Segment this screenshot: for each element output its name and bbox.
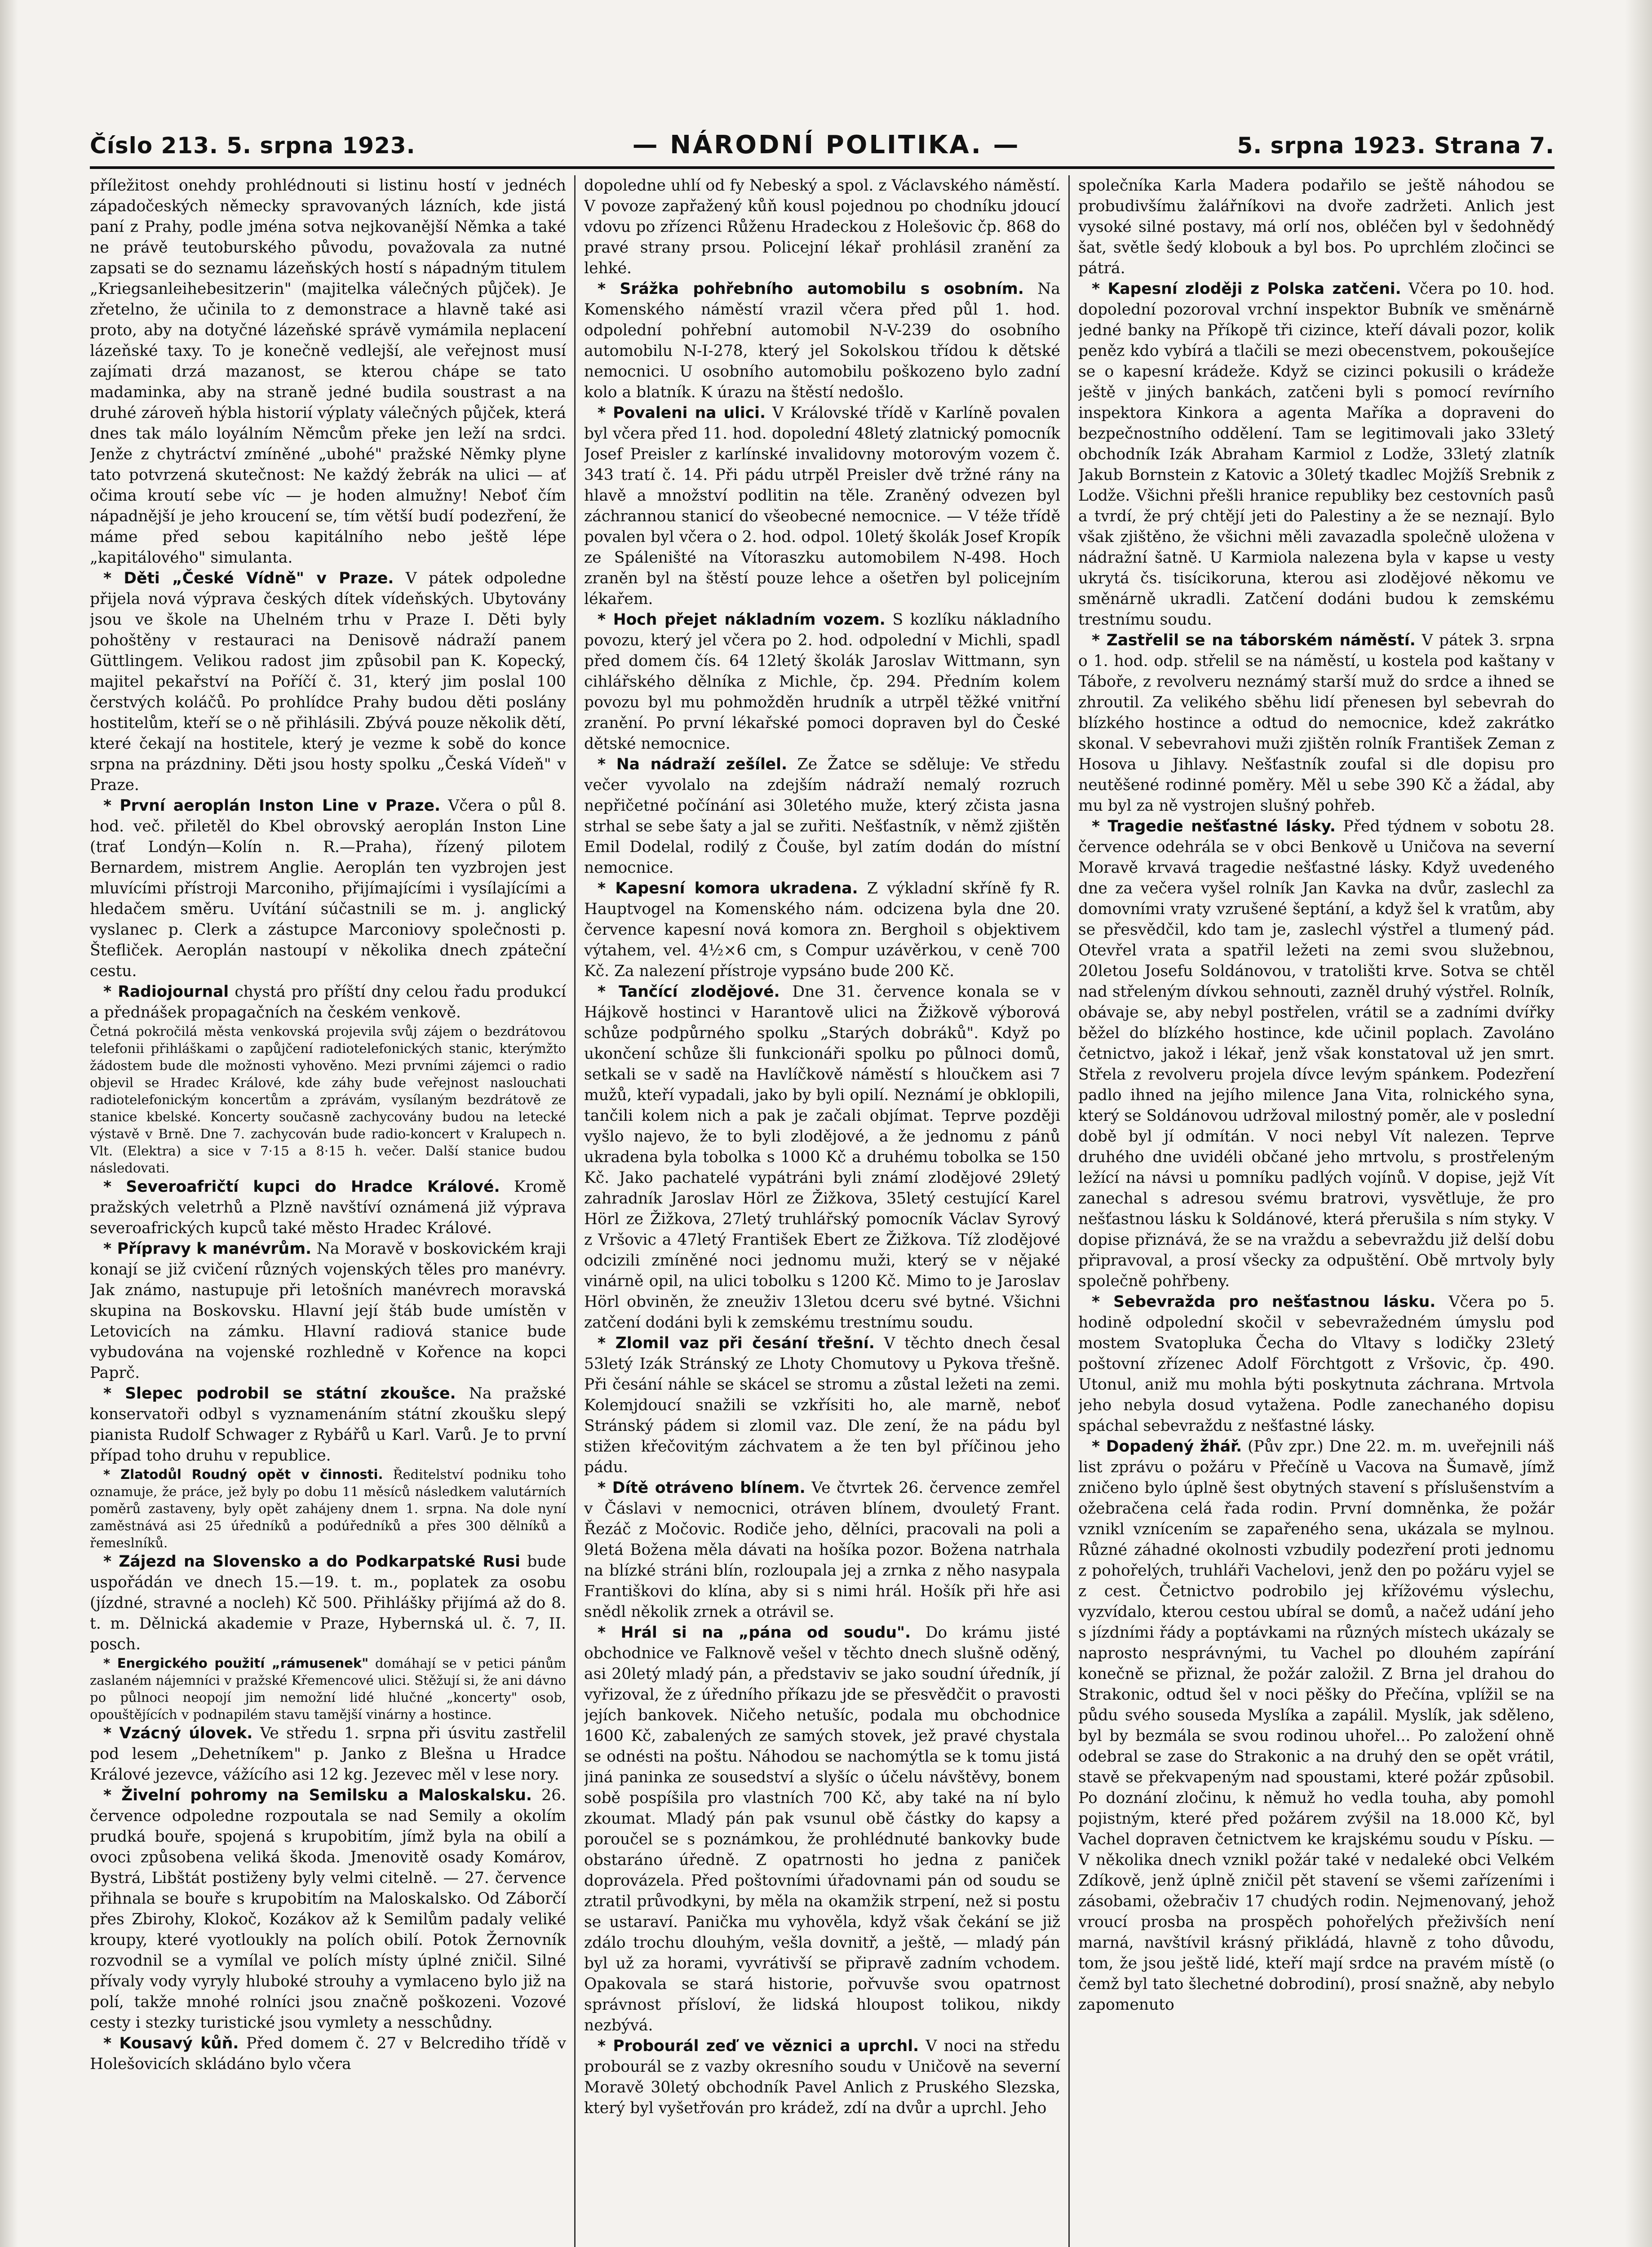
news-item xyxy=(584,403,1060,609)
news-body-text: 26. července odpoledne rozpoutala se nad Semily a okolím prudká bouře, spojená s krupobitím, jímž byla na obilí a ovoci způsobena veliká škoda. Jmenovitě osady Komárov, Bystrá, Libštát postiženy byly velmi citelně. — 27. července přihnala se bouře s krupobitím na Maloskalsko. Od Záborčí přes Zbirohy, Klokoč, Kozákov až k Semilům padaly veliké kroupy, které vyotloukly na polích obilí. Potok Žernovník rozvodnil se a vymílal ve polích místy úplné zničil. Silné přívaly vody vyryly hluboké strouhy a vymlaceno bylo již na polí, takže mnohé rolníci jsou značně poškozeni. Vozové cesty i stezky turistické jsou vymlety a nesschůdny. xyxy=(90,1786,566,2032)
news-item xyxy=(584,981,1060,1333)
news-headline: * Dopadený žhář. xyxy=(1092,1438,1242,1456)
column-1 xyxy=(90,175,566,2247)
news-headline: * Probourál zeď ve věznici a uprchl. xyxy=(598,2037,919,2055)
news-headline: * Dítě otráveno blínem. xyxy=(598,1479,806,1497)
news-item xyxy=(90,2033,566,2074)
news-headline: * Děti „České Vídně" v Praze. xyxy=(103,569,394,587)
news-body-text: Do krámu jisté obchodnice ve Falknově vešel v těchto dnech slušně oděný, asi 20letý mladý pán, a představiv se jako soudní úředník, jí vyřizoval, že z úředního příkazu jde se přesvědčit o pravosti jejích bankovek. Ničeho netušíc, podala mu obchodnice 1600 Kč, zabalených ze samých stovek, jež pravé chystala se odnésti na poštu. Náhodou se nachomýtla se k tomu jistá jiná paninka ze sousedství a slyšíc o účelu návštěvy, bonem sobě pospíšila pro vlastních 700 Kč, aby také na ní bylo zkoumat. Mladý pán pak vsunul obě částky do kapsy a poroučel se s poznámkou, že prohlédnuté bankovky bude obstaráno úředně. Z opatrnosti ho jedna z paniček doprovázela. Před poštovními úřadovnami pán od soudu se ztratil průvodkyni, by měla na okamžik strpení, než si postu se ustaraví. Panička mu vyhověla, když však čekání se již zdálo trochu dlouhým, vešla dovnitř, a ještě, — mladý pán byl už za horami, vyvrátivší se připravě zadním vchodem. Opakovala se stará historie, pořvuvše svou opatrnost správnost přísloví, že lidská hloupost tolikou, nikdy nezbývá. xyxy=(584,1624,1060,2034)
news-body-text: Na pražské konservatoři odbyl s vyznamenáním státní zkoušku slepý pianista Rudolf Schwager z Rybářů u Karl. Varů. Je to první případ toho druhu v republice. xyxy=(90,1385,566,1465)
news-headline: * Kapesní komora ukradena. xyxy=(598,879,858,897)
scan-edge-right xyxy=(1625,0,1652,2247)
header-rule xyxy=(90,166,1555,169)
news-body-text: Ve středu 1. srpna při úsvitu zastřelil pod lesem „Dehetníkem" p. Janko z Blešna u Hradce Králové jezevce, vážícího asi 12 kg. Jezevec měl v lese nory. xyxy=(90,1724,566,1784)
news-body-text: S kozlíku nákladního povozu, který jel včera po 2. hod. odpolední v Michli, spadl před domem čís. 64 12letý školák Jaroslav Wittmann, syn cihlářského dělníka z Michle, čp. 294. Předním kolem povozu byl mu pohmožděn hrudník a utrpěl těžké vnitřní zranění. Po první lékařské pomoci dopraven byl do České dětské nemocnice. xyxy=(584,611,1060,753)
news-body-text: (Pův zpr.) Dne 22. m. m. uveřejnili náš list zprávu o požáru v Přečíně u Vacova na Šumavě, jímž zničeno bylo úplně šest obytných stavení s příslušenstvím a ožebračena celá řada rodin. První domněnka, že požár vznikl vznícením se zapařeného sena, ukázala se mylnou. Různé záhadné okolnosti vzbudily podezření proti jednomu z pohořelých, truhláři Vachelovi, jenž den po požáru vyjel se z cest. Četnictvo podrobilo jej křížovému výslechu, vyzvídalo, kterou cestou ubíral se domů, a načež udání jeho s jízdními řády a poptávkami na různých místech ukázaly se naprosto nesprávnými, tu Vachel po dlouhém zapírání konečně se přiznal, že požár založil. Z Brna jel drahou do Strakonic, odtud šel v noci pěšky do Přečína, vplížil se na půdu svého souseda Myslíka a zapálil. Myslík, jak sděleno, byl by bezmála se svou rodinou uhořel... Po založení ohně odebral se zase do Strakonic a na druhý den se opět vrátil, stavě se překvapeným nad spoustami, které požár způsobil. Po doznání zločinu, k němuž ho vedla touha, aby pomohl pojistným, které před požárem zvýšil na 18.000 Kč, byl Vachel dopraven četnictvem ke krajskému soudu v Písku. — V několika dnech vznikl požár také v nedaleké obci Velkém Zdíkově, jenž úplně zničil pět stavení se všemi zařízeními i zásobami, ožebračiv 17 chudých rodin. Nejmenovaný, jehož vroucí prosba na prospěch pohořelých přeživších není marná, navštívil krásný přikládá, hlavně z toho důvodu, tom, že jsou ještě lidé, kteří mají srdce na pravém místě (o čemž byl tato šlechetné dobrodiní), prosí snažně, aby nebylo zapomenuto xyxy=(1078,1438,1555,2014)
column-3 xyxy=(1078,175,1555,2247)
news-body-text: V těchto dnech česal 53letý Izák Stránský ze Lhoty Chomutovy u Pykova třešně. Při česání náhle se skácel se stromu a zůstal ležeti na zemi. Kolemjdoucí snažili se vzkřísiti ho, ale marně, neboť Stránský pádem si zlomil vaz. Dle zení, že na pádu byl stižen křečovitým záchvatem a že ten byl příčinou jeho pádu. xyxy=(584,1334,1060,1476)
news-item xyxy=(90,568,566,795)
news-item xyxy=(584,609,1060,754)
news-body-text: chystá pro příští dny celou řadu produkcí a přednášek propagačních na českém venkově. xyxy=(90,983,566,1021)
news-headline: * Vzácný úlovek. xyxy=(103,1724,253,1742)
news-item xyxy=(90,1383,566,1466)
news-body-text: Včera po 5. hodině odpolední skočil v sebevražedném úmyslu pod mostem Svatopluka Čecha do Vltavy s lodičky 23letý poštovní zřízenec Adolf Förchtgott z Vršovic, čp. 490. Utonul, aniž mu mohla býti poskytnuta záchrana. Mrtvola jeho nebyla dosud vytažena. Podle zanechaného dopisu spáchal sebevraždu z nešťastné lásky. xyxy=(1078,1293,1555,1435)
news-body-text: Před domem č. 27 v Belcrediho třídě v Holešovicích skládáno bylo včera xyxy=(90,2034,566,2073)
news-item xyxy=(584,754,1060,878)
news-headline: * Kapesní zloději z Polska zatčeni. xyxy=(1092,280,1401,298)
news-headline: * Sebevražda pro nešťastnou lásku. xyxy=(1092,1293,1436,1311)
news-item xyxy=(90,1785,566,2033)
news-headline: * Hrál si na „pána od soudu". xyxy=(598,1624,911,1642)
news-item xyxy=(90,1655,566,1723)
news-headline: * Zájezd na Slovensko a do Podkarpatské Rusi xyxy=(103,1553,520,1571)
newspaper-title: — NÁRODNÍ POLITIKA. — xyxy=(632,130,1020,160)
news-headline: * Srážka pohřebního automobilu s osobním. xyxy=(598,280,1024,298)
news-item xyxy=(584,878,1060,981)
column-2 xyxy=(584,175,1060,2247)
scan-edge-left xyxy=(0,0,18,2247)
news-item xyxy=(584,2036,1060,2118)
news-body-text: V pátek odpoledne přijela nová výprava českých dítek vídeňských. Ubytovány jsou ve škole na Uhelném trhu v Praze I. Děti byly pohoštěny v restauraci na Denisově nádraží panem Güttlingem. Velikou radost jim způsobil pan K. Kopecký, majitel pekařství na Poříčí č. 31, který jim poslal 100 čerstvých koláčů. Po prohlídce Prahy budou děti poslány hostitelům, kteří se o ně přihlásili. Zbývá pouze několik dětí, které čekají na hostitele, který je vezme k sobě do konce srpna na prázdniny. Děti jsou hosty spolku „Česká Vídeň" v Praze. xyxy=(90,569,566,794)
news-headline: * Na nádraží zešílel. xyxy=(598,755,788,773)
news-item xyxy=(584,1478,1060,1622)
news-body-text: Včera o půl 8. hod. več. přiletěl do Kbel obrovský aeroplán Inston Line (trať Londýn—Kolín n. R.—Praha), řízený pilotem Bernardem, mistrem Anglie. Aeroplán ten vyzbrojen jest mluvícími přístroji Marconiho, přijímajícími i vysílajícími a hledačem směru. Uvítání súčastnili se m. j. anglický vyslanec p. Clerk a zástupce Marconiovy společnosti p. Štefliček. Aeroplán nastoupí v několika dnech zpáteční cestu. xyxy=(90,797,566,980)
news-body-text: V Královské třídě v Karlíně povalen byl včera před 11. hod. dopolední 48letý zlatnický pomocník Josef Preisler z karlínské invalidovny motorovým vozem č. 343 tratí č. 14. Při pádu utrpěl Preisler dvě tržné rány na hlavě a množství podlitin na těle. Zraněný odvezen byl záchrannou stanicí do všeobecné nemocnice. — V téže třídě povalen byl včera o 2. hod. odpol. 10letý školák Josef Kropík ze Spáleništé na Vítoraszku automobilem N-498. Hoch zraněn byl na štěstí pouze lehce a ošetřen byl policejním lékařem. xyxy=(584,404,1060,608)
page-header xyxy=(90,130,1555,166)
column-divider xyxy=(574,175,576,2247)
news-item-continuation xyxy=(1078,175,1555,279)
news-item xyxy=(1078,279,1555,630)
news-body-text: Ředitelství podniku toho oznamuje, že práce, jež byly po dobu 11 měsíců následkem valutárních poměrů zastaveny, byly opět zahájeny dnem 1. srpna. Na dole nyní zaměstnává asi 25 úředníků a podúředníků a přes 300 dělníků a řemeslníků. xyxy=(90,1467,566,1550)
news-body-text: V noci na středu probourál se z vazby okresního soudu v Uničově na severní Moravě 30letý obchodník Pavel Anlich z Pruského Slezska, který byl vyšetřován pro krádež, zdí na dvůr a uprchl. Jeho xyxy=(584,2037,1060,2117)
news-body-text: Z výkladní skříně fy R. Hauptvogel na Komenského nám. odcizena byla dne 20. července kapesní nová komora zn. Berghoil s objektivem výtahem, vel. 4½×6 cm, s Compur uzávěrkou, v ceně 700 Kč. Za nalezení přístroje vypsáno bude 200 Kč. xyxy=(584,879,1060,980)
news-item xyxy=(90,1723,566,1785)
news-headline: * Zlomil vaz při česání třešní. xyxy=(598,1334,875,1352)
news-headline: * Slepec podrobil se státní zkoušce. xyxy=(103,1385,456,1403)
news-headline: * Zlatodůl Roudný opět v činnosti. xyxy=(103,1467,383,1482)
news-headline: * Přípravy k manévrům. xyxy=(103,1240,312,1258)
news-body-text: Na Moravě v boskovickém kraji konají se již cvičení různých vojenských těles pro manévry. Jak známo, nastupuje při letošních manévrech moravská skupina na Boskovsku. Hlavní její štáb bude umístěn v Letovicích na zámku. Hlavní radiová stanice bude vybudována na vojenské rozhledně v Kořence na kopci Paprč. xyxy=(90,1240,566,1382)
news-item xyxy=(90,1466,566,1551)
news-body-text: V pátek 3. srpna o 1. hod. odp. střelil se na náměstí, u kostela pod kaštany v Táboře, z revolveru neznámý starší muž do srdce a ihned se zhroutil. Za velikého sběhu lidí přenesen byl sebevrah do blízkého hostince a odtud do nemocnice, kdež zakrátko skonal. V sebevrahovi muži zjištěn rolník František Zeman z Hosova u Jihlavy. Nešťastník zoufal si dle dopisu pro neutěšené rodinné poměry. Měl u sebe 390 Kč a žádal, aby mu byl za ně vystrojen slušný pohřeb. xyxy=(1078,631,1555,815)
news-body-text: Na Komenského náměstí vrazil včera před půl 1. hod. odpolední pohřební automobil N-V-239 do osobního automobilu N-I-278, který jel Sokolskou třídou k dětské nemocnici. U osobního automobilu poškozeno bylo zadní kolo a blatník. K úrazu na štěstí nedošlo. xyxy=(584,280,1060,401)
news-headline: * Zastřelil se na táborském náměstí. xyxy=(1092,631,1416,649)
news-item xyxy=(90,981,566,1023)
news-item xyxy=(1078,630,1555,816)
news-item xyxy=(584,279,1060,403)
news-item xyxy=(90,1551,566,1655)
news-body-text: Ve čtvrtek 26. července zemřel v Čáslavi v nemocnici, otráven blínem, dvouletý Frant. Řezáč z Močovic. Rodiče jeho, dělníci, pracovali na poli a 9letá Božena měla dávati na hošíka pozor. Božena natrhala na blízké stráni blín, rozloupala jej a zrnka z něho nasypala Františkovi do klína, aby si s nimi hrál. Hošík při hře asi snědl několik zrnek a otrávil se. xyxy=(584,1479,1060,1621)
news-body-text: Před týdnem v sobotu 28. července odehrála se v obci Benkově u Uničova na severní Moravě krvavá tragedie nešťastné lásky. Když uvedeného dne za večera vyšel rolník Jan Kavka na dvůr, zaslechl za domovními vraty vzrušené šeptání, a když šel k vratům, aby se přesvědčil, kdo tam je, zaslechl výstřel a tlumený pád. Otevřel vrata a spatřil ležeti na zemi svou služebnou, 20letou Josefu Soldánovou, v tratolišti krve. Sotva se chtěl nad střeleným dívkou sehnouti, zazněl druhý výstřel. Rolník, obávaje se, aby nebyl postřelen, vrátil se a zadními dvířky běžel do blízkého hostince, kde učinil poplach. Zavoláno četnictvo, jakož i lékař, jenž však konstatoval už jen smrt. Střela z revolveru projela dívce levým spánkem. Podezření padlo ihned na jejího milence Jana Vita, rolnického syna, který se Soldánovou udržoval milostný poměr, ale v poslední době byl jí odmítán. V noci nebyl Vít nalezen. Teprve druhého dne uvidéli občané jeho mrtvolu, s prostřeleným ležící na návsi u pomníku padlých vojínů. V dopise, jejž Vít zanechal s adresou svému bratrovi, vysvětluje, že pro nešťastnou lásku k Soldánové, která přerušila s ním styky. V dopise přiznává, že se na vraždu a sebevraždu již delší dobu připravoval, a prosí všecky za odpuštění. Obě mrtvoly byly společně pohřbeny. xyxy=(1078,817,1555,1290)
news-body-text: společníka Karla Madera podařilo se ještě náhodou se probudivšímu žalářníkovi na dvoře zadržeti. Anlich jest vysoké silné postavy, má orlí nos, obléčen byl v šedohnědý šat, světle šedý klobouk a byl bos. Po uprchlém zločinci se pátrá. xyxy=(1078,177,1555,277)
news-headline: * Tančící zlodějové. xyxy=(598,983,780,1001)
news-item xyxy=(1078,1436,1555,2015)
news-body-text: Ze Žatce se sděluje: Ve středu večer vyvolalo na zdejším nádraží nemalý rozruch nepřičetné počínání asi 30letého muže, který zčista jasna strhal se sebe šaty a jal se zuřiti. Nešťastník, v němž zjištěn Emil Dodelal, rodilý z Čouše, byl zatím dodán do místní nemocnice. xyxy=(584,755,1060,877)
news-body-text: příležitost onehdy prohlédnouti si listinu hostí v jednéch západočeských německy spravovaných lázních, kde jistá paní z Prahy, podle jména sotva nejkovanější Němka a také ne právě teutoburského původu, považovala za nutné zapsati se do seznamu lázeňských hostí s nápadným titulem „Kriegsanleihebesitzerin" (majitelka válečných půjček). Je zřetelno, že učinila to z demonstrace a hlavně také asi proto, aby na dotyčné lázeňské správě vymámila neplacení lázeňské taxy. To je konečně vedlejší, ale veřejnost musí zajímati drzá mazanost, se kterou chápe se tato madaminka, aby na straně jedné budila soustrast a na druhé zároveň hýbla historií výplaty válečných půjček, která dnes tak málo loyálním Němcům překe jen leží na srdci. Jenže z chytráctví zmíněné „ubohé" pražské Němky plyne tato potvrzená skutečnost: Ne každý žebrák na ulici — ať očima kroutí sebe víc — je hoden almužny! Neboť čím nápadnější je jeho kroucení se, tím větší budí podezření, že máme před sebou kapitálního nebo ještě lépe „kapitálového" simulanta. xyxy=(90,177,566,567)
news-item xyxy=(90,1239,566,1383)
news-item xyxy=(90,795,566,981)
header-page-number: 5. srpna 1923. Strana 7. xyxy=(1237,133,1555,159)
news-item-continuation xyxy=(90,1023,566,1177)
news-item xyxy=(90,1177,566,1239)
news-headline: * Kousavý kůň. xyxy=(103,2034,239,2052)
news-body-text: Dne 31. července konala se v Hájkově hostinci v Harantově ulici na Žižkově výborová schůze podpůrného spolku „Starých dobráků". Když po ukončení schůze šli funkcionáři spolku po půlnoci domů, setkali se v sadě na Havlíčkově náměstí s hloučkem asi 7 mužů, kteří vypadali, jako by byli opilí. Neznámí je obklopili, tančili kolem nich a pak je začali objímat. Teprve později vyšlo najevo, že to byli zlodějové, a že jednomu z pánů ukradena byla tobolka s 1000 Kč a druhému tobolka se 150 Kč. Jako pachatelé vypátráni byli známí zlodějové 29letý zahradník Jaroslav Hörl ze Žižkova, 35letý cestující Karel Hörl ze Žižkova, 27letý truhlářský pomocník Václav Syrový z Vršovic a 47letý František Ebert ze Žižkova. Tíž zlodějové odcizili zmíněné noci jednomu muži, který se v nějaké vinárně opil, na ulici tobolku s 1200 Kč. Mimo to je Jaroslav Hörl obviněn, že zneuživ 13letou dceru své bytné. Všichni zatčení dodáni byli k zemskému trestnímu soudu. xyxy=(584,983,1060,1332)
column-divider xyxy=(1068,175,1070,2247)
news-body-text: domáhají se v petici pánům zaslaném nájemníci v pražské Křemencové ulici. Stěžují si, že ani dávno po půlnoci neopojí jim nemožní lidé hlučné „koncerty" osob, opouštějících v podnapilém stavu tamější vinárny a hostince. xyxy=(90,1656,566,1722)
news-body-text: Kromě pražských veletrhů a Plzně navštíví oznámená již výprava severoafrických kupců také město Hradec Králové. xyxy=(90,1178,566,1237)
news-headline: * Energického použití „rámusenek" xyxy=(103,1656,369,1671)
news-item xyxy=(1078,816,1555,1292)
header-issue-date: Číslo 213. 5. srpna 1923. xyxy=(90,133,416,159)
news-headline: * Živelní pohromy na Semilsku a Maloskalsku. xyxy=(103,1786,532,1804)
news-item-continuation xyxy=(90,175,566,568)
news-body-text: Četná pokročilá města venkovská projevila svůj zájem o bezdrátovou telefonii přihláškami o zapůjčení radiotelefonických stanic, kterýmžto žádostem bude dle možnosti vyhověno. Mezi prvními zájemci o radio objevil se Hradec Králové, kde záhy bude veřejnost naslouchati radiotelefonickým koncertům a zprávám, vysílaným bezdrátově ze stanice kbelské. Koncerty současně zachycovány budou na letecké výstavě v Brně. Dne 7. zachycován bude radio-koncert v Kralupech n. Vlt. (Elektra) a sice v 7·15 a 8·15 h. večer. Další stanice budou následovati. xyxy=(90,1024,566,1176)
news-headline: * Tragedie nešťastné lásky. xyxy=(1092,817,1336,835)
news-item xyxy=(584,1622,1060,2036)
news-headline: * Povaleni na ulici. xyxy=(598,404,766,422)
news-item xyxy=(1078,1292,1555,1436)
news-headline: * Severoafričtí kupci do Hradce Králové. xyxy=(103,1178,500,1196)
news-body-text: Včera po 10. hod. dopolední pozoroval vrchní inspektor Bubník ve směnárně jedné banky na Příkopě tři cizince, kteří dávali pozor, kolik peněz kdo vybírá a tlačili se mezi obecenstvem, pokoušejíce se o kapesní krádeže. Když se cizinci pokusili o krádeže ještě v jiných bankách, zatčeni byli s pomocí revírního inspektora Kinkora a agenta Maříka a dopraveni do bezpečnostního oddělení. Tam se legitimovali jako 33letý obchodník Izák Abraham Karmiol z Lodže, 33letý zlatník Jakub Bornstein z Katovic a 30letý tkadlec Mojžíš Srebnik z Lodže. Všichni přešli hranice republiky bez cestovních pasů a tvrdí, že prý chtějí jeti do Palestiny a že se neznají. Bylo však zjištěno, že všichni měli zavazadla společně uložena v nádražní šatně. U Karmiola nalezena byla v kapse u vesty ukrytá čs. tisícikoruna, kterou asi zlodějové někomu ve směnárně ukradli. Zatčení dodáni budou k zemskému trestnímu soudu. xyxy=(1078,280,1555,629)
news-body-text: dopoledne uhlí od fy Nebeský a spol. z Václavského náměstí. V povoze zapřažený kůň kousl pojednou po chodníku jdoucí vdovu po zřízenci Růženu Hradeckou z Holešovic čp. 868 do pravé strany prsou. Policejní lékař prohlásil zranění za lehké. xyxy=(584,177,1060,277)
news-item xyxy=(584,1333,1060,1478)
news-body-text: bude uspořádán ve dnech 15.—19. t. m., poplatek za osobu (jízdné, stravné a nocleh) Kč 500. Přihlášky přijímá až do 8. t. m. Dělnická akademie v Praze, Hybernská ul. č. 7, II. posch. xyxy=(90,1553,566,1653)
news-headline: * Hoch přejet nákladním vozem. xyxy=(598,611,886,629)
news-headline: * Radiojournal xyxy=(103,983,229,1001)
news-item-continuation xyxy=(584,175,1060,279)
news-headline: * První aeroplán Inston Line v Praze. xyxy=(103,797,441,815)
